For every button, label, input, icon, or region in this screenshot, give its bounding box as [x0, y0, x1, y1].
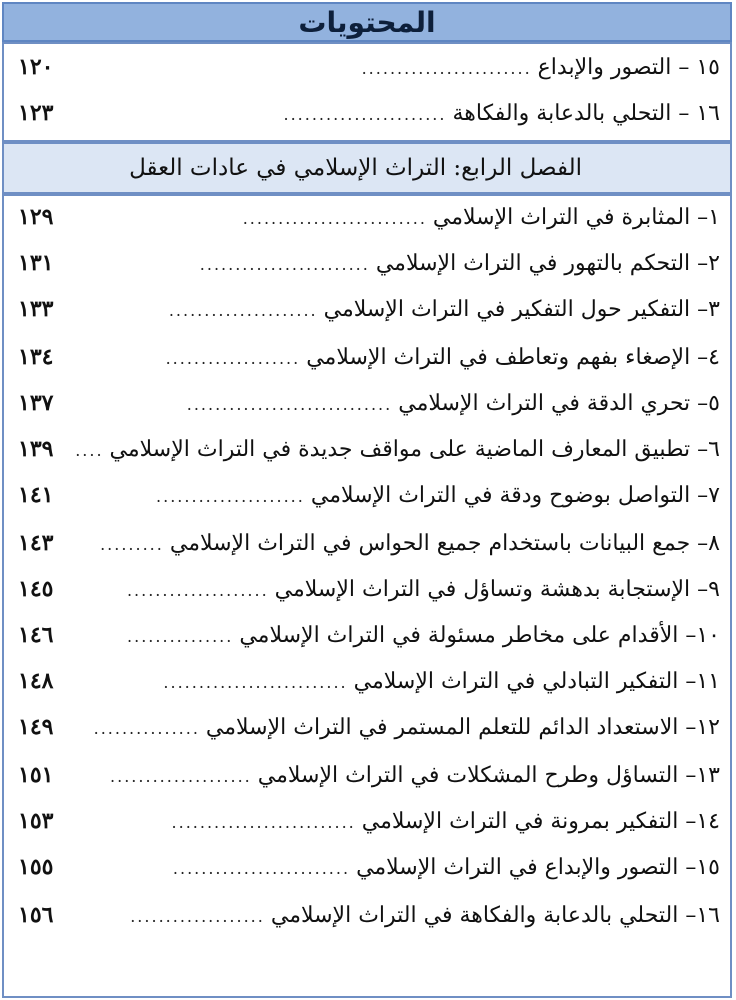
- entry-page: ١٥٣: [18, 808, 54, 834]
- toc-entry[interactable]: [18, 250, 720, 290]
- entry-page: ١٢٣: [18, 100, 54, 126]
- entry-label: ١٠– الأقدام على مخاطر مسئولة في التراث الإسلامي: [239, 623, 720, 648]
- contents-header: [2, 2, 732, 42]
- entry-dots: ..........................: [171, 813, 356, 832]
- entry-dots: ....................: [110, 767, 252, 786]
- entry-label: ١١– التفكير التبادلي في التراث الإسلامي: [353, 669, 720, 694]
- entry-label: ٦– تطبيق المعارف الماضية على مواقف جديدة في التراث الإسلامي: [109, 437, 720, 462]
- entry-label: ٩– الإستجابة بدهشة وتساؤل في التراث الإسلامي: [274, 577, 720, 602]
- toc-entry[interactable]: [18, 344, 720, 384]
- entry-label: ٥– تحري الدقة في التراث الإسلامي: [398, 391, 720, 416]
- entry-dots: ........................: [361, 59, 532, 78]
- entry-label: ١٥– التصور والإبداع في التراث الإسلامي: [356, 855, 720, 880]
- toc-entry[interactable]: [18, 622, 720, 662]
- toc-entry[interactable]: [18, 668, 720, 708]
- entry-label: ١٢– الاستعداد الدائم للتعلم المستمر في التراث الإسلامي: [205, 715, 720, 740]
- entry-page: ١٤٨: [18, 668, 54, 694]
- toc-entry[interactable]: [18, 762, 720, 802]
- toc-entry[interactable]: [18, 902, 720, 942]
- toc-entry[interactable]: [18, 436, 720, 476]
- entry-page: ١٣٤: [18, 344, 54, 370]
- entry-label: ٤– الإصغاء بفهم وتعاطف في التراث الإسلامي: [306, 345, 720, 370]
- entry-dots: .............................: [186, 395, 393, 414]
- entry-label: ١٦ – التحلي بالدعابة والفكاهة: [452, 101, 720, 126]
- toc-entry[interactable]: [18, 530, 720, 570]
- entry-page: ١٣٣: [18, 296, 54, 322]
- entry-dots: ...............: [127, 627, 234, 646]
- entry-page: ١٥٦: [18, 902, 54, 928]
- entry-page: ١٥٥: [18, 854, 54, 880]
- toc-entry[interactable]: [18, 576, 720, 616]
- top-entries-box: [2, 42, 732, 142]
- toc-entry[interactable]: [18, 54, 720, 94]
- entry-page: ١٣١: [18, 250, 54, 276]
- entry-dots: ...................: [165, 349, 301, 368]
- toc-entry[interactable]: [18, 482, 720, 522]
- entry-page: ١٣٧: [18, 390, 54, 416]
- contents-title: المحتويات: [298, 5, 436, 39]
- entry-dots: ..........................: [163, 673, 348, 692]
- chapter-title: الفصل الرابع: التراث الإسلامي في عادات العقل: [129, 155, 582, 181]
- entry-page: ١٤٦: [18, 622, 54, 648]
- entry-label: ٣– التفكير حول التفكير في التراث الإسلامي: [323, 297, 720, 322]
- entry-label: ١٣– التساؤل وطرح المشكلات في التراث الإسلامي: [257, 763, 720, 788]
- entry-dots: ........................: [199, 255, 370, 274]
- entry-page: ١٥١: [18, 762, 54, 788]
- entry-label: ١– المثابرة في التراث الإسلامي: [432, 205, 720, 230]
- entry-dots: ...................: [130, 907, 265, 926]
- entry-dots: .....................: [156, 487, 305, 506]
- entry-page: ١٤٥: [18, 576, 54, 602]
- toc-entry[interactable]: [18, 100, 720, 140]
- entry-page: ١٤٣: [18, 530, 54, 556]
- entry-label: ١٥ – التصور والإبداع: [537, 55, 720, 80]
- entry-dots: .........................: [172, 859, 351, 878]
- entry-page: ١٣٩: [18, 436, 54, 462]
- toc-entry[interactable]: [18, 714, 720, 754]
- chapter-entries-box: [2, 194, 732, 998]
- entry-dots: .........: [100, 535, 164, 554]
- entry-label: ١٤– التفكير بمرونة في التراث الإسلامي: [361, 809, 720, 834]
- entry-label: ٢– التحكم بالتهور في التراث الإسلامي: [375, 251, 720, 276]
- entry-dots: .......................: [283, 105, 447, 124]
- entry-page: ١٤١: [18, 482, 54, 508]
- toc-entry[interactable]: [18, 808, 720, 848]
- toc-entry[interactable]: [18, 854, 720, 894]
- entry-page: ١٢٠: [18, 54, 54, 80]
- entry-dots: ....................: [126, 581, 269, 600]
- toc-entry[interactable]: [18, 204, 720, 244]
- entry-page: ١٢٩: [18, 204, 54, 230]
- entry-label: ٨– جمع البيانات باستخدام جميع الحواس في التراث الإسلامي: [169, 531, 720, 556]
- toc-entry[interactable]: [18, 390, 720, 430]
- entry-label: ٧– التواصل بوضوح ودقة في التراث الإسلامي: [310, 483, 720, 508]
- entry-dots: .....................: [168, 301, 318, 320]
- toc-entry[interactable]: [18, 296, 720, 336]
- entry-label: ١٦– التحلي بالدعابة والفكاهة في التراث الإسلامي: [270, 903, 720, 928]
- entry-dots: ..........................: [242, 209, 427, 228]
- entry-dots: ....: [75, 441, 104, 460]
- chapter-heading: [2, 142, 732, 194]
- entry-dots: ...............: [93, 719, 200, 738]
- entry-page: ١٤٩: [18, 714, 54, 740]
